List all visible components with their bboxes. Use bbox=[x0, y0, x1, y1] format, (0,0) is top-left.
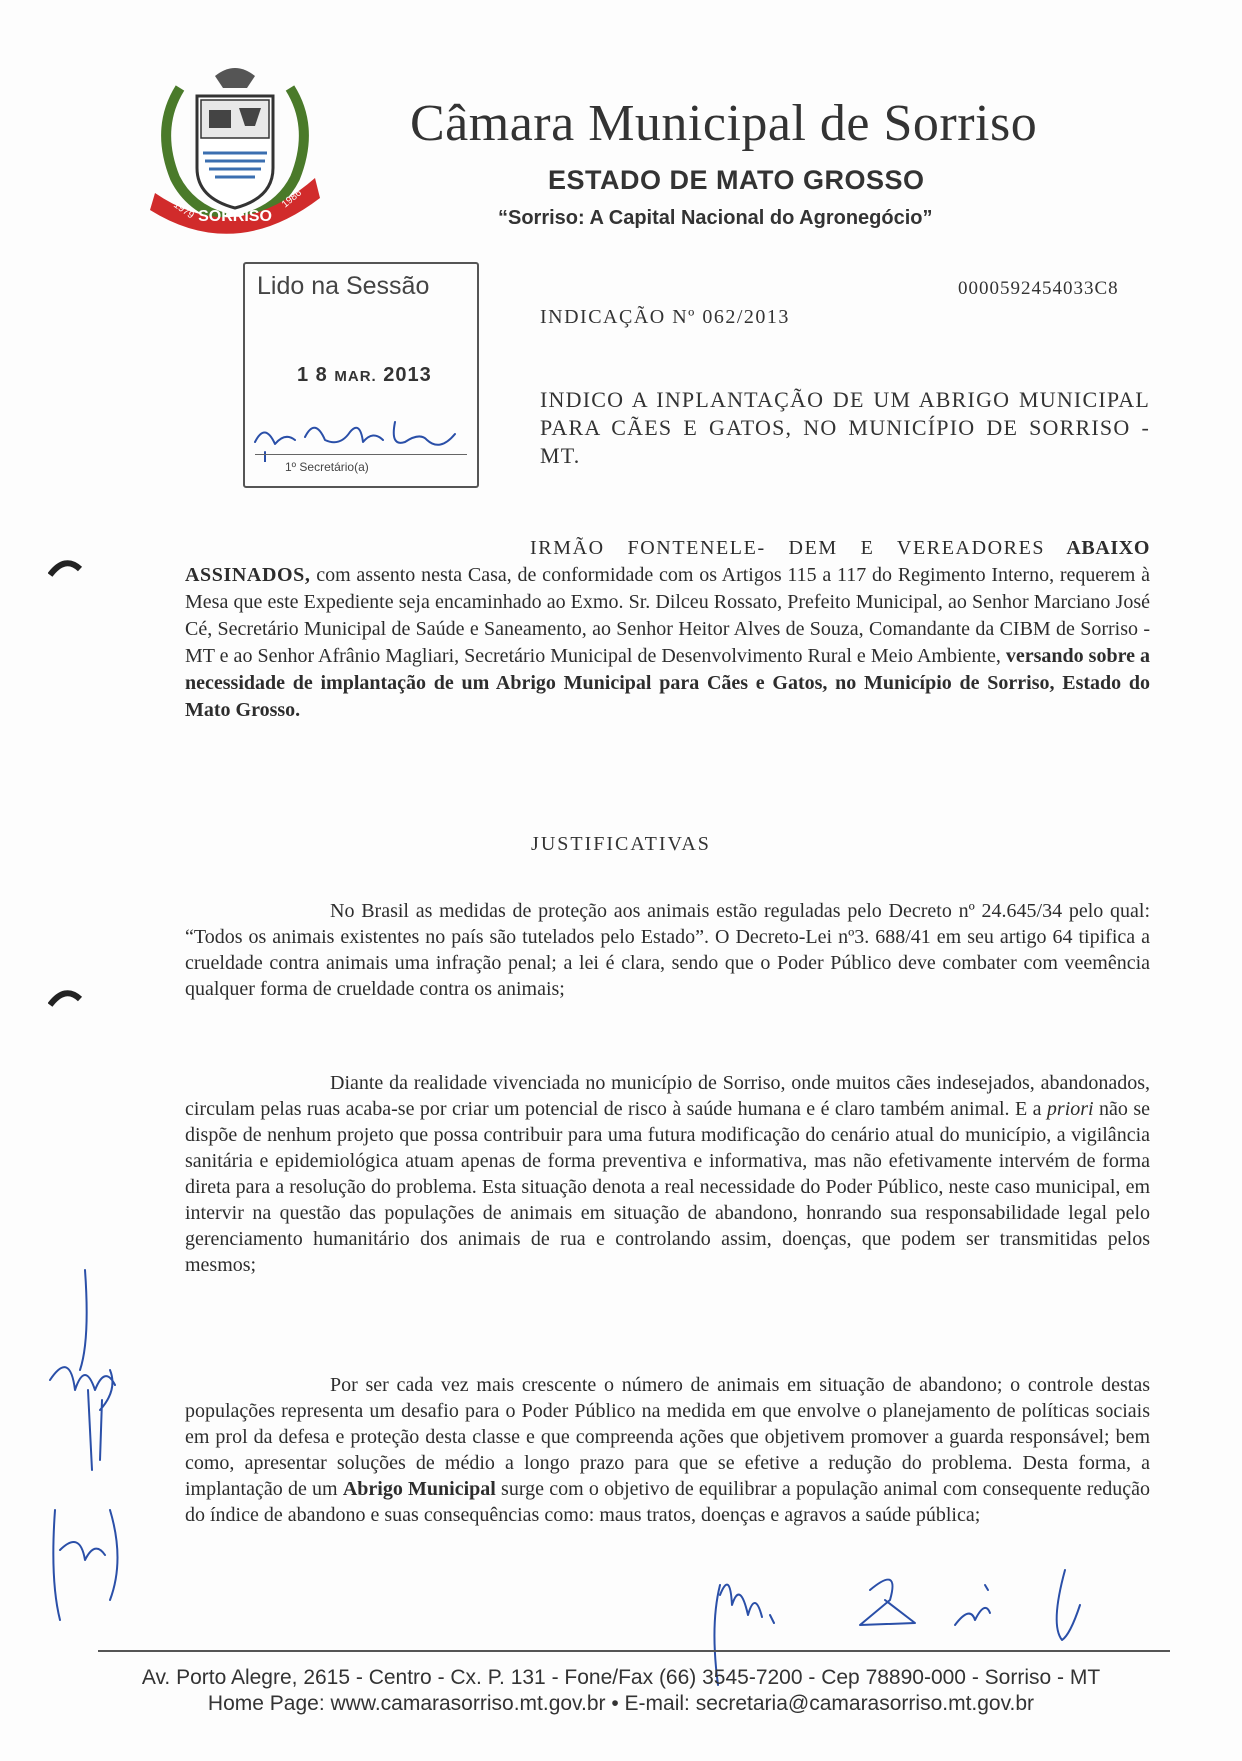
svg-text:SORRISO: SORRISO bbox=[198, 208, 272, 225]
punch-hole-mark-icon bbox=[48, 555, 82, 577]
intro-lead: IRMÃO FONTENELE- DEM E VEREADORES bbox=[530, 537, 1046, 559]
justifications-heading: JUSTIFICATIVAS bbox=[531, 833, 711, 855]
p3-text-a: Por ser cada vez mais crescente o número de animais em situação de abandono; o controle destas populações representa um desafio para o Poder Público na medida em que envolve o planejamento de políticas sociais em prol da defesa e proteção desta classe e que compreenda ações que objetivem promover a guarda responsável; bem como, apresentar soluções de médio a longo prazo para que se efetive a redução do problema. Desta forma, a implantação de um bbox=[185, 1374, 1150, 1500]
stamp-month: MAR. bbox=[334, 368, 377, 385]
stamp-heading: Lido na Sessão bbox=[257, 272, 430, 300]
stamp-day: 1 8 bbox=[297, 364, 328, 386]
footer-divider bbox=[98, 1650, 1170, 1652]
municipal-crest bbox=[135, 58, 335, 243]
stamp-date bbox=[297, 364, 432, 387]
intro-bold-end: versando sobre a necessidade de implantação de um Abrigo Municipal para Cães e Gatos, no Município de Sorriso, Estado do Mato Grosso. bbox=[185, 645, 1150, 721]
footer-contact: Home Page: www.camarasorriso.mt.gov.br • E-mail: secretaria@camarasorriso.mt.gov.br bbox=[207, 1692, 1035, 1715]
indication-subject: INDICO A INPLANTAÇÃO DE UM ABRIGO MUNICIPAL PARA CÃES E GATOS, NO MUNICÍPIO DE SORRISO - MT. bbox=[540, 387, 1150, 468]
justification-paragraph-2 bbox=[185, 1070, 1150, 1278]
stamp-role: 1º Secretário(a) bbox=[285, 460, 369, 474]
svg-text:1986: 1986 bbox=[279, 187, 304, 211]
footer-address: Av. Porto Alegre, 2615 - Centro - Cx. P. 131 - Fone/Fax (66) 3545-7200 - Cep 78890-000 - Sorriso - MT bbox=[141, 1666, 1101, 1689]
indication-number: INDICAÇÃO Nº 062/2013 bbox=[540, 306, 790, 328]
intro-bold-start: ABAIXO ASSINADOS, bbox=[185, 537, 1150, 586]
justification-paragraph-3 bbox=[185, 1372, 1150, 1528]
state-subtitle: ESTADO DE MATO GROSSO bbox=[548, 165, 925, 195]
session-read-stamp bbox=[243, 262, 479, 488]
intro-paragraph bbox=[185, 535, 1150, 724]
p2-text-a: Diante da realidade vivenciada no município de Sorriso, onde muitos cães indesejados, abandonados, circulam pelas ruas acaba-se por criar um potencial de risco à saúde humana e é claro também animal. E a bbox=[185, 1072, 1150, 1120]
p3-text-b: surge com o objetivo de equilibrar a população animal com consequente redução do índice de abandono e suas consequências como: maus tratos, doenças e agravos a saúde pública; bbox=[185, 1478, 1151, 1526]
intro-text: com assento nesta Casa, de conformidade com os Artigos 115 a 117 do Regimento Interno, requerem à Mesa que este Expediente seja encaminhado ao Exmo. Sr. Dilceu Rossato, Prefeito Municipal, ao Senhor Marciano José Cé, Secretário Municipal de Saúde e Saneamento, ao Senhor Heitor Alves de Souza, Comandante da CIBM de Sorriso - MT e ao Senhor Afrânio Magliari, Secretário Municipal de Desenvolvimento Rural e Meio Ambiente, bbox=[185, 564, 1150, 667]
stamp-year: 2013 bbox=[383, 364, 432, 386]
institution-motto: “Sorriso: A Capital Nacional do Agronegócio” bbox=[498, 207, 933, 229]
p3-bold: Abrigo Municipal bbox=[342, 1478, 496, 1500]
institution-title: Câmara Municipal de Sorriso bbox=[410, 95, 1038, 152]
punch-hole-mark-icon bbox=[48, 985, 82, 1007]
p2-text-b: não se dispõe de nenhum projeto que possa contribuir para uma futura modificação do cenário atual do município, a vigilância sanitária e epidemiológica atuam apenas de forma preventiva e informativa, mas não efetivamente intervém de forma direta para a resolução do problema. Esta situação denota a real necessidade do Poder Público, neste caso municipal, em intervir na questão das populações de animais em situação de abandono, honrando sua responsabilidade legal pelo gerenciamento humanitário dos animais de rua e controlando assim, doenças, que podem ser transmitidas pelos mesmos; bbox=[185, 1098, 1150, 1276]
svg-text:1979: 1979 bbox=[171, 199, 196, 222]
stamp-signature-line bbox=[255, 454, 467, 455]
protocol-number: 0000592454033C8 bbox=[958, 278, 1119, 299]
margin-initials-icon bbox=[40, 1250, 130, 1650]
crest-emblem-icon bbox=[135, 58, 335, 243]
justification-paragraph-1: No Brasil as medidas de proteção aos animais estão reguladas pelo Decreto nº 24.645/34 pelo qual: “Todos os animais existentes no país são tutelados pelo Estado”. O Decreto-Lei nº3. 688/41 em seu artigo 64 tipifica a crueldade contra animais uma infração penal; a lei é clara, sendo que o Poder Público deve combater com veemência qualquer forma de crueldade contra os animais; bbox=[185, 900, 1150, 1000]
p2-italic: priori bbox=[1046, 1098, 1094, 1120]
